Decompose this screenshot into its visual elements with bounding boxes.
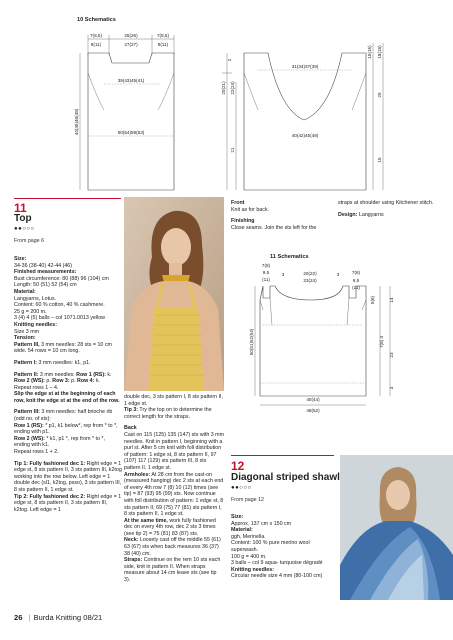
- shawl-needles-label: Knitting needles:: [231, 566, 274, 573]
- dim11-n: 14: [389, 297, 394, 303]
- column-1-text: [14, 256, 122, 515]
- tip-2-value: Right edge = 1 edge st, 8 sts pattern II, 3 sts pattern III, k2tog. Left edge = 1: [14, 493, 122, 513]
- material-label: Material:: [14, 288, 36, 295]
- finished-label: Finished measurements:: [14, 269, 77, 276]
- schematics-11-title: 11 Schematics: [270, 254, 309, 260]
- dim11-g: 3: [336, 272, 340, 277]
- pattern-3-row1-label: Row 1 (RS):: [14, 422, 44, 429]
- section-12-difficulty: ●●○○○: [231, 485, 252, 491]
- tip-1-value: Right edge = 1 edge st, 8 sts pattern II, 3 sts pattern III, k2tog working into the row below. Left edge = 1 double dec (sl1, k2tog, psso), 3 sts pattern III, 8 sts pattern II, 1 edge st.: [14, 460, 122, 493]
- schematic-10-back-outline: [88, 53, 174, 190]
- front-label: Front: [231, 200, 245, 206]
- shawl-size-label: Size:: [231, 514, 244, 520]
- pattern-3-repeat: Repeat rows 1 + 2.: [14, 449, 59, 456]
- dim11-f: 23(24): [303, 278, 317, 283]
- dim-b: 9(11): [90, 42, 102, 47]
- top-model-photo: [124, 197, 224, 391]
- pattern-3-label: Pattern III:: [14, 409, 40, 416]
- pattern-2-row2-value: p.: [44, 378, 53, 385]
- dim-k: 20(21): [221, 81, 226, 95]
- pattern-2-row3-label: Row 3:: [52, 378, 70, 385]
- length-text: Length: 50 (51) 52 (54) cm: [14, 282, 77, 289]
- dim-s: 15: [377, 157, 382, 163]
- dim-i: 44(45)46(48): [74, 108, 79, 136]
- shawl-material-1: ggh, Merinella.: [231, 533, 266, 540]
- section-11-difficulty: ●●○○○: [14, 226, 35, 232]
- pattern-2-row1-label: Row 1 (RS):: [76, 371, 106, 378]
- shawl-model-photo: [340, 455, 453, 600]
- front-text: Knit as for back.: [231, 206, 269, 213]
- tip-2-continued: double dec, 3 sts pattern I, 8 sts pattern II, 1 edge st.: [124, 394, 223, 407]
- schematics-10-title: 10 Schematics: [77, 17, 116, 23]
- dim-q: 18(18): [377, 45, 382, 59]
- pattern-2-row3-value: p.: [69, 378, 78, 385]
- section-11-rule: [14, 198, 121, 199]
- straps-text: Continue on the rem 10 sts each side, knit in pattern II. When straps measure about 14 cm leave sts (see tip 3).: [124, 557, 221, 584]
- section-12-title: Diagonal striped shawl: [231, 472, 340, 483]
- dim-g: 39(43)45(41): [117, 78, 145, 83]
- pattern-3-row2-label: Row 2 (WS):: [14, 435, 45, 442]
- tip-3-value: Try the top on to determine the correct length for the straps.: [124, 407, 212, 420]
- dim-e: 7(8,5): [156, 33, 170, 38]
- magazine-name: Burda Knitting: [33, 613, 82, 622]
- section-11-from-page: From page 6: [14, 238, 45, 244]
- straps-design-text: [338, 200, 438, 220]
- dim11-j: (11): [352, 285, 360, 290]
- dim-f: 9(11): [157, 42, 169, 47]
- page-footer: [14, 613, 102, 622]
- dim11-a: 7(8): [261, 263, 271, 268]
- pattern-2-label: Pattern II:: [14, 371, 39, 378]
- pattern-3-value: 3 mm needles: half brioche rib (odd no. of sts):: [14, 409, 113, 423]
- size-value: 34-36 (38-40) 42-44 (46): [14, 262, 73, 269]
- pattern-2-row1-value: k.: [105, 371, 112, 378]
- pattern-2-row2-label: Row 2 (WS):: [14, 378, 45, 385]
- material-4: 3 (4) 4 (5) balls – col 1071.0013 yellow: [14, 315, 105, 322]
- dim-r: 25: [377, 92, 382, 98]
- shawl-size-value: Approx. 137 cm x 150 cm: [231, 520, 292, 527]
- dim11-q: 40(44): [306, 397, 320, 402]
- pattern-2-row4-value: k.: [94, 378, 100, 385]
- dim-n: 31(34)37(39): [291, 64, 319, 69]
- pattern-2-row4-label: Row 4:: [77, 378, 95, 385]
- schematic-11-outline: [260, 286, 366, 396]
- bust-text: Bust circumference: 80 (88) 96 (104) cm: [14, 275, 109, 282]
- needles-label: Knitting needles:: [14, 321, 57, 328]
- straps-finish-text: straps at shoulder using Kitchener stitch.: [338, 200, 434, 206]
- shawl-material-4: 3 balls – col 9 aqua- turquoise dégradé: [231, 560, 323, 567]
- dim11-e: 20(22): [303, 271, 317, 276]
- material-3: 25 g = 200 m.: [14, 308, 47, 315]
- dim-c: 25(26): [124, 33, 138, 38]
- dim11-d: 3: [281, 272, 285, 277]
- shawl-material-label: Material:: [231, 527, 253, 534]
- dim-p: 15(15): [367, 45, 372, 59]
- schematic-10-front-outline: [244, 53, 366, 190]
- finishing-text: Close seams. Join the sts left for the: [231, 224, 317, 231]
- neck-label: Neck:: [124, 537, 139, 544]
- same-time-label: At the same time,: [124, 517, 168, 524]
- dim-h: 50(54)59(63): [117, 130, 145, 135]
- section-12-rule: [231, 455, 334, 456]
- dim-m: 21: [230, 147, 235, 153]
- issue-number: 08/21: [83, 613, 103, 622]
- design-value: Langyarns: [358, 211, 384, 218]
- schematic-10-diagram: [0, 0, 453, 200]
- pattern-1-label: Pattern I:: [14, 359, 37, 366]
- pattern-2-repeat: Repeat rows 1 – 4.: [14, 384, 59, 391]
- section-11-title: Top: [14, 213, 32, 224]
- dim11-o: 23: [389, 352, 394, 358]
- tension-label: Tension:: [14, 335, 36, 342]
- armholes-text: At 28 cm from the cast-on (measured hanging) dec 2 sts at each end of every 4th row 7 (8) 10 (12) times (see tip) = 87 (93) 95 (99) sts. Now continue with foll distribution of pattern: 1 edge st, 8 sts pattern II, 69 (75) 77 (81) sts pattern I, 8 sts pattern II, 1 edge st.: [124, 471, 224, 518]
- section-12-from-page: From page 12: [231, 497, 264, 503]
- same-time-text: work fully fashioned dec on every 4th row, dec 2 sts 3 times (see tip 2) = 75 (81) 83 (87) sts.: [124, 517, 216, 537]
- tension-value: 3 mm needles: 28 sts = 10 cm wide. 54 rows = 10 cm long.: [14, 341, 112, 355]
- shawl-material-3: 100 g = 400 m.: [231, 553, 267, 560]
- back-text: Cast on 115 (125) 135 (147) sts with 3 mm needles. Knit in pattern I, beginning with a purl st. After 5 cm knit with foll distribution of pattern: 1 edge st, 8 sts pattern II, 97 (107) 117 (129) sts pattern III, 8 sts pattern II, 1 edge st.: [124, 431, 224, 471]
- needles-value: Size 3 mm: [14, 328, 40, 335]
- tip-1-label: Tip 1: Fully fashioned dec 1:: [14, 460, 86, 467]
- size-label: Size:: [14, 256, 27, 262]
- slip-note: Slip the edge st at the beginning of each row, knit the edge st at the end of the row.: [14, 391, 120, 404]
- pattern-2-value: 3 mm needles:: [38, 371, 77, 378]
- dim11-i: 9,5: [352, 278, 360, 283]
- dim11-h: 7(8): [351, 270, 361, 275]
- shawl-needles-value: Circular needle size 4 mm (80-100 cm): [231, 573, 323, 580]
- section-12-details: [231, 514, 335, 582]
- dim11-k: 50(51)52(54): [249, 328, 254, 356]
- pattern-3-row1-value: * p1, k1 below*, rep from * to *, ending with p1.: [14, 422, 118, 436]
- pattern-3-row2-value: * k1, p1 *, rep from * to *, ending with k1.: [14, 435, 105, 449]
- dim-a: 7(8,5): [89, 33, 103, 38]
- dim11-m: 7(8) 3: [379, 335, 384, 349]
- material-1: Langyarns, Lotus.: [14, 295, 57, 302]
- dim11-b: 9,5: [262, 270, 270, 275]
- tip-2-label: Tip 2: Fully fashioned dec 2:: [14, 493, 86, 500]
- dim11-c: (11): [262, 277, 270, 282]
- dim11-r: 48(52): [306, 408, 320, 413]
- dim11-p: 3: [389, 386, 394, 390]
- dim-o: 40(42)45(48): [291, 133, 319, 138]
- dim11-l: 5(6): [370, 295, 375, 305]
- column-2-text: [124, 394, 224, 586]
- dim-l: 22(24): [230, 81, 235, 95]
- design-label: Design:: [338, 211, 358, 218]
- dim-j: 2: [227, 58, 232, 62]
- shawl-material-2: Content: 100 % pure merino wool superwash.: [231, 540, 310, 553]
- front-finishing-text: [231, 200, 335, 233]
- page-number: 26: [14, 613, 23, 622]
- armholes-label: Armholes:: [124, 471, 151, 478]
- straps-label: Straps:: [124, 557, 143, 564]
- back-label: Back: [124, 425, 137, 432]
- finishing-label: Finishing: [231, 218, 255, 225]
- neck-text: Loosely cast off the middle 55 (61) 63 (67) sts when back measures 36 (37) 38 (40) cm.: [124, 537, 221, 557]
- pattern-1-value: 3 mm needles: k1, p1.: [36, 359, 91, 366]
- dim-d: 27(27): [124, 42, 138, 47]
- section-12-number: 12: [231, 459, 245, 473]
- tension-pattern: Pattern III,: [14, 341, 40, 348]
- section-11-number: 11: [14, 201, 27, 215]
- tip-3-label: Tip 3:: [124, 407, 139, 414]
- footer-separator: |: [28, 613, 31, 622]
- material-2: Content: 60 % cotton, 40 % cashmere.: [14, 302, 105, 309]
